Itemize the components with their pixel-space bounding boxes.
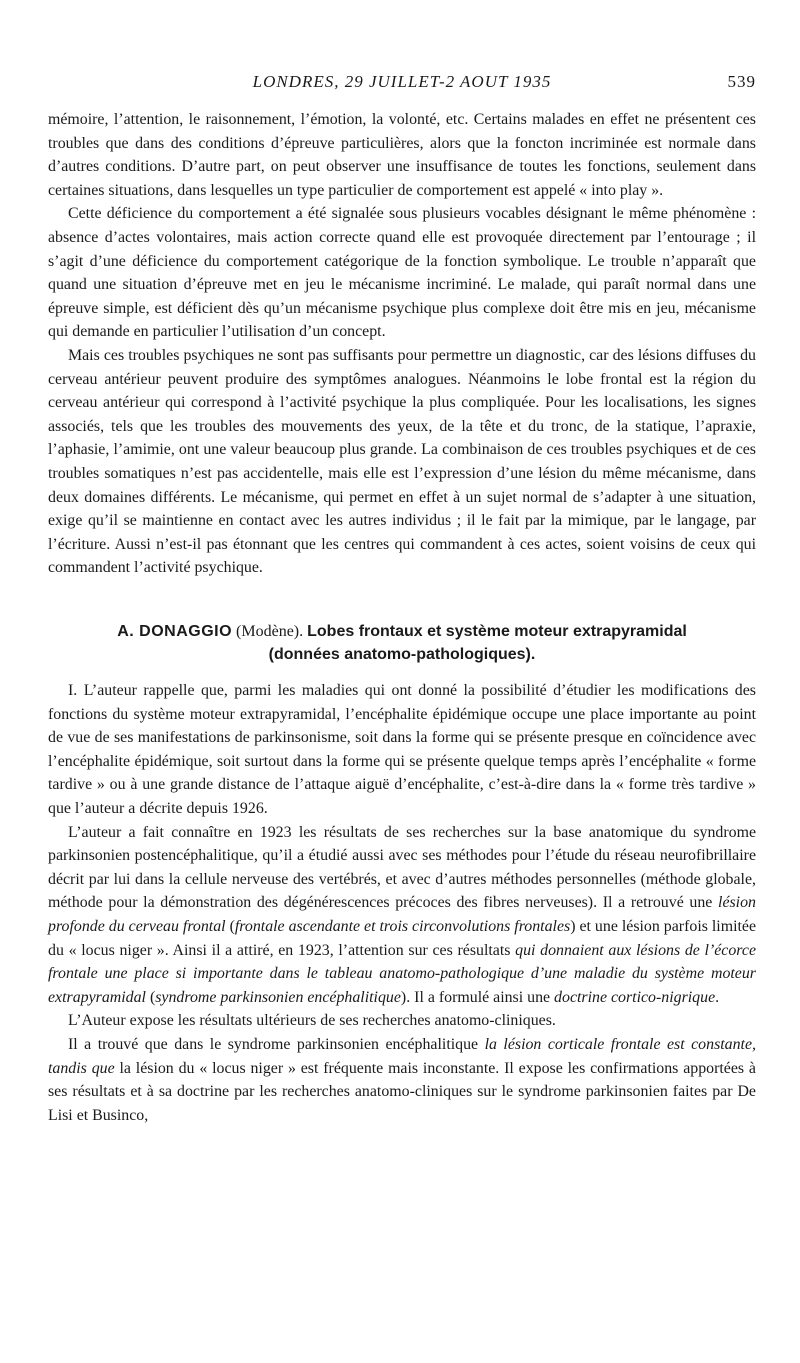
paragraph: Cette déficience du comportement a été signalée sous plusieurs vocables désignant le même phénomène : absence d’actes volontaires, mais action correcte quand elle est provoquée directement par l’entourage ; il s’agit d’une déficience du comportement catégorique de la fonction symbolique. Le trouble n’apparaît que quand une situation d’épreuve met en jeu le mécanisme incriminé. Le malade, qui paraît normal dans une épreuve simple, est déficient dès qu’un mécanisme psychique plus complexe doit être mis en jeu, mécanisme qui demande en particulier l’utilisation d’un concept. [48,205,756,341]
author-affiliation: (Modène). [236,622,304,640]
paragraph: Mais ces troubles psychiques ne sont pas suffisants pour permettre un diagnostic, car des lésions diffuses du cerveau antérieur peuvent produire des symptômes analogues. Néanmoins le lobe frontal est la région du cerveau antérieur qui correspond à l’activité psychique la plus compliquée. Pour les localisations, les signes associés, tels que les troubles des mouvements des yeux, de la tête et du tronc, de la statique, l’apraxie, l’aphasie, l’amimie, ont une valeur beaucoup plus grande. La combinaison de ces troubles psychiques et de ces troubles somatiques n’est pas accidentelle, mais elle est l’expression d’une lésion du même mécanisme, dans deux domaines différents. Le mécanisme, qui permet en effet à un sujet normal de s’adapter à une situation, exige qu’il se maintienne en contact avec les autres individus ; il le fait par la mimique, par le langage, par l’écriture. Aussi n’est-il pas étonnant que les centres qui commandent à ces actes, soient voisins de ceux qui commandent l’activité psychique. [48,346,756,577]
paragraph: mémoire, l’attention, le raisonnement, l’émotion, la volonté, etc. Certains malades en effet ne présentent ces troubles que dans des conditions d’épreuve particulières, alors que la foncton incriminée est normale dans d’autres conditions. D’autre part, on peut observer une insuffisance de toutes les fonctions, seulement dans certaines situations, dans lesquelles un type particulier de comportement est appelé « into play ». [48,111,756,199]
document-page [48,72,756,1127]
section-heading [48,620,756,667]
paragraph: Il a trouvé que dans le syndrome parkinsonien encéphalitique la lésion corticale frontale est constante, tandis que la lésion du « locus niger » est fréquente mais inconstante. Il expose les confirmations apportées à ses résultats et à sa doctrine par les recherches anatomo-cliniques sur le syndrome parkinsonien faites par De Lisi et Businco, [48,1035,756,1124]
author-name: A. DONAGGIO [117,622,233,640]
section-subtitle: (données anatomo-pathologiques). [268,646,536,664]
paragraph: L’auteur a fait connaître en 1923 les résultats de ses recherches sur la base anatomique du syndrome parkinsonien postencéphalitique, qu’il a étudié aussi avec ses méthodes pour l’étude du réseau neurofibrillaire décrit par lui dans la cellule nerveuse des vertébrés, et avec d’autres méthodes personnelles (méthode globale, méthode pour la démonstration des dégénérescences précoces des fibres nerveuses). Il a retrouvé une lésion profonde du cerveau frontal (frontale ascendante et trois circonvolutions frontales) et une lésion parfois limitée du « locus niger ». Ainsi il a attiré, en 1923, l’attention sur ces résultats qui donnaient aux lésions de l’écorce frontale une place si importante dans le tableau anatomo-pathologique d’une maladie du système moteur extrapyramidal (syndrome parkinsonien encéphalitique). Il a formulé ainsi une doctrine cortico-nigrique. [48,823,757,1006]
section-title: Lobes frontaux et système moteur extrapyramidal [307,622,687,640]
paragraph: L’Auteur expose les résultats ultérieurs de ses recherches anatomo-cliniques. [68,1012,556,1030]
running-title: LONDRES, 29 JUILLET-2 AOUT 1935 [252,72,552,91]
page-number: 539 [727,72,756,91]
paragraph: I. L’auteur rappelle que, parmi les maladies qui ont donné la possibilité d’étudier les modifications des fonctions du système moteur extrapyramidal, l’encéphalite épidémique occupe une place importante au point de vue de ses manifestations de parkinsonisme, soit dans la forme qui se présente presque en coïncidence avec l’encéphalite épidémique, soit surtout dans la forme qui se présente quelque temps après l’encéphalite « forme tardive » ou à une grande distance de l’attaque aiguë d’encéphalite, c’est-à-dire dans la « forme très tardive » que l’auteur a décrite depuis 1926. [48,682,756,818]
section-continuation [48,108,756,580]
running-header [48,72,756,100]
section-body [48,679,756,1127]
